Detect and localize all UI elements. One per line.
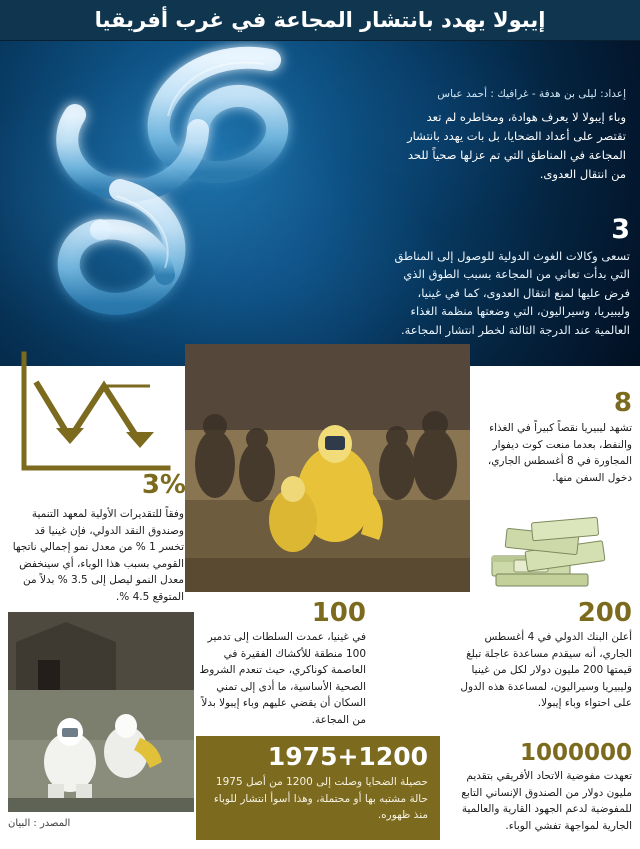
stat-block-3: [380, 216, 630, 339]
stat-block-8: [472, 390, 632, 486]
casualty-band: [196, 736, 440, 840]
stat-1000000-text: تعهدت مفوضية الاتحاد الأفريقي بتقديم مليون دولار من الصندوق الإنساني التابع للمفوضية لدعم الجهود القارية والعالمية الجارية لمواجهة تفشي الوباء.: [461, 770, 632, 832]
ebola-virus-icon: [20, 30, 420, 360]
stat-3-number: 3: [611, 214, 630, 245]
money-bundle-icon: [486, 516, 616, 590]
stat-100-text: في غينيا، عمدت السلطات إلى تدمير 100 منطقة للأكشاك الفقيرة في العاصمة كوناكري، حيث تنعدم الشروط الصحية الأساسية، ما أدى إلى تمني السكان أن يقضي عليهم وباء إيبولا بدلاً من المجاعة.: [199, 631, 366, 726]
casualty-text: حصيلة الضحايا وصلت إلى 1200 من أصل 1975 حالة مشتبه بها أو محتملة، وهذا أسوأ انتشار للوباء منذ ظهوره.: [213, 776, 428, 821]
stat-block-1000000: [456, 742, 632, 834]
lede-paragraph: وباء إيبولا لا يعرف هوادة، ومخاطره لم تعد تقتصر على أعداد الضحايا، بل بات يهدد بانتشار المجاعة في المناطق التي تم عزلها صحياً للحد من انتقال العدوى.: [407, 110, 626, 182]
bottom-spacer: [0, 840, 640, 849]
stat-3-text: تسعى وكالات الغوث الدولية للوصول إلى المناطق التي بدأت تعاني من المجاعة بسبب الطوق الذي فرض عليها لمنع انتقال العدوى، كما في غينيا، وليبيريا، وسيراليون، التي وضعتها منظمة الغذاء العالمية عند الدرجة الثالثة لخطر انتشار المجاعة.: [394, 249, 630, 337]
stat-3pct-text: وفقاً للتقديرات الأولية لمعهد التنمية وصندوق النقد الدولي، فإن غينيا قد تخسر 1 % من معدل نمو إجمالي ناتجها القومي بسبب هذا الوباء، أي سينخفض معدل النمو ليصل إلى 3.5 % بدلاً من المتوقع 4.5 %.: [12, 508, 184, 603]
stat-8-number: 8: [613, 388, 632, 418]
photo-disinfection-team: [8, 612, 194, 812]
stat-block-200: [456, 600, 632, 712]
stat-100-number: 100: [311, 598, 366, 628]
stat-block-3pct: [0, 470, 186, 500]
casualty-numbers: 1975+1200: [267, 742, 428, 771]
stat-1000000-number: 1000000: [519, 740, 632, 766]
hero-text-block: [388, 86, 640, 184]
stat-3pct-number: 3%: [141, 470, 186, 500]
stat-8-text: تشهد ليبيريا نقصاً كبيراً في الغذاء والنفط، بعدما منعت كوت ديفوار المجاورة في 8 أغسطس الجاري، دخول السفن منها.: [487, 422, 632, 484]
credit-line: إعداد: ليلى بن هدفة - غرافيك : أحمد عباس: [437, 88, 626, 100]
stat-block-100: [196, 600, 366, 728]
declining-line-chart-icon: [0, 346, 186, 486]
photo-health-workers: [185, 344, 470, 592]
source-label: المصدر : البيان: [8, 818, 71, 829]
hero-section: [0, 0, 640, 366]
stat-200-text: أعلن البنك الدولي في 4 أغسطس الجاري، أنه سيقدم مساعدة عاجلة تبلغ قيمتها 200 مليون دولار لكل من غينيا وليبيريا وسيراليون، لمساعدة هذه الدول على احتواء وباء إيبولا.: [460, 631, 632, 710]
stat-200-number: 200: [577, 598, 632, 628]
declining-chart: [0, 346, 186, 486]
page-title: إيبولا يهدد بانتشار المجاعة في غرب أفريقيا: [0, 0, 640, 40]
